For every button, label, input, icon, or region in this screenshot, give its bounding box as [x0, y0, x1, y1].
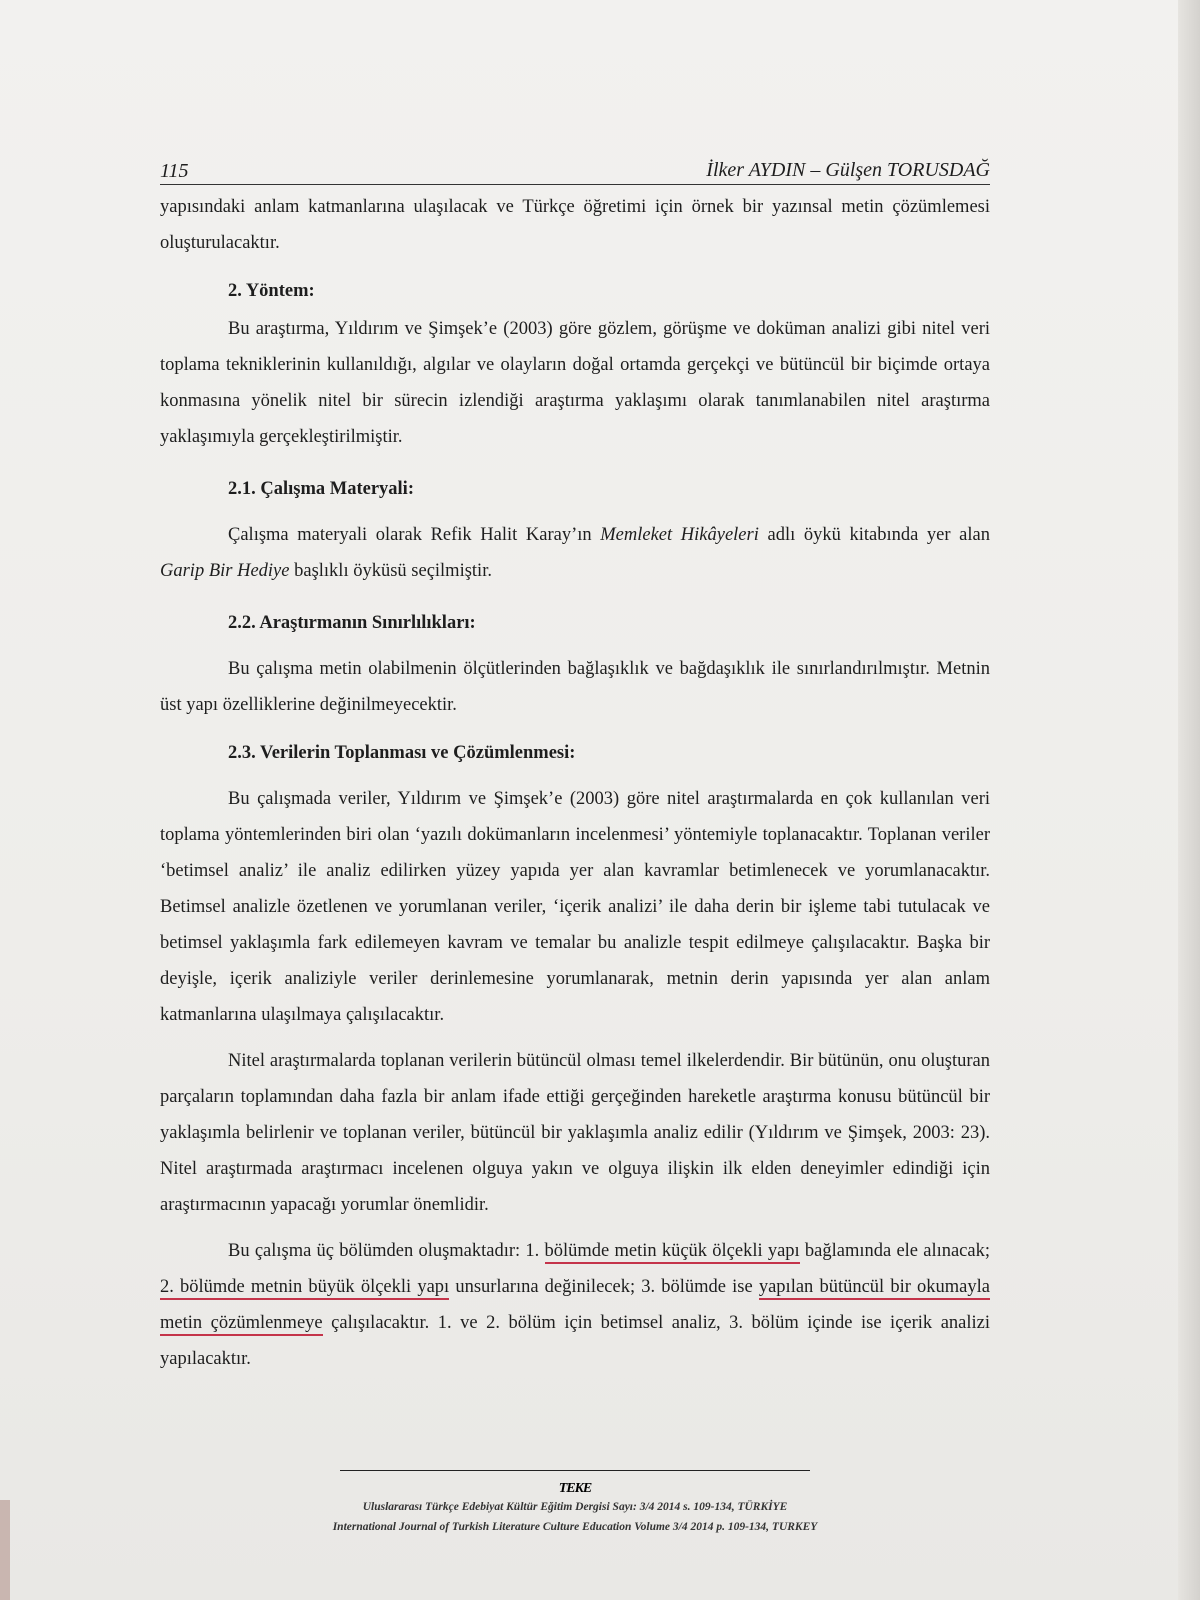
paragraph-materyal	[160, 517, 990, 589]
heading-veri: 2.3. Verilerin Toplanması ve Çözümlenmesi:	[228, 743, 576, 763]
page-footer	[160, 1470, 990, 1537]
materyal-text-3: başlıklı öyküsü seçilmiştir.	[289, 561, 492, 581]
paragraph-bolumler	[160, 1233, 990, 1377]
heading-yontem: 2. Yöntem:	[228, 281, 315, 301]
paragraph-sinirliliklar: Bu çalışma metin olabilmenin ölçütlerinden bağlaşıklık ve bağdaşıklık ile sınırlandırılmıştır. Metnin üst yapı özelliklerine değinilmeyecektir.	[160, 659, 990, 715]
page-edge-right	[1178, 0, 1200, 1600]
book-title: Memleket Hikâyeleri	[600, 525, 759, 545]
footer-citation-en: International Journal of Turkish Literature Culture Education Volume 3/4 2014 p. 109-134, TURKEY	[332, 1521, 818, 1533]
heading-sinirliliklar: 2.2. Araştırmanın Sınırlılıkları:	[228, 613, 476, 633]
story-title: Garip Bir Hediye	[160, 561, 290, 581]
header-authors: İlker AYDIN – Gülşen TORUSDAĞ	[706, 159, 990, 181]
handwritten-underline-3: yapılan bütüncül bir okumayla metin çözümlenmeye	[160, 1277, 990, 1336]
handwritten-underline-1: bölümde metin küçük ölçekli yapı	[545, 1241, 800, 1264]
paragraph-yontem: Bu araştırma, Yıldırım ve Şimşek’e (2003) göre gözlem, görüşme ve doküman analizi gibi nitel veri toplama tekniklerinin kullanıldığı, algılar ve olayların doğal ortamda gerçekçi ve bütüncül bir biçimde ortaya konmasına yönelik nitel bir sürecin izlendiği araştırma yaklaşımı olarak tanımlanabilen nitel araştırma yaklaşımıyla gerçekleştirilmiştir.	[160, 319, 990, 447]
running-header	[160, 140, 990, 185]
intro-paragraph: yapısındaki anlam katmanlarına ulaşılacak ve Türkçe öğretimi için örnek bir yazınsal metin çözümlemesi oluşturulacaktır.	[160, 197, 990, 253]
page-number: 115	[160, 160, 189, 182]
bolumler-text-4: çalışılacaktır. 1. ve 2. bölüm için betimsel analiz, 3. bölüm içinde ise içerik analizi yapılacaktır.	[160, 1313, 990, 1369]
handwritten-underline-2: 2. bölümde metnin büyük ölçekli yapı	[160, 1277, 449, 1300]
paragraph-veri: Bu çalışmada veriler, Yıldırım ve Şimşek’e (2003) göre nitel araştırmalarda en çok kullanılan veri toplama yöntemlerinden biri olan ‘yazılı dokümanların incelenmesi’ yöntemiyle toplanacaktır. Toplanan veriler ‘betimsel analiz’ ile analiz edilirken yüzey yapıda yer alan kavramlar betimlenecek ve yorumlanacaktır. Betimsel analizle özetlenen ve yorumlanan veriler, ‘içerik analizi’ ile daha derin bir işleme tabi tutulacak ve betimsel yaklaşımla fark edilemeyen kavram ve temalar bu analizle tespit edilmeye çalışılacaktır. Başka bir deyişle, içerik analiziyle veriler derinlemesine yorumlanarak, metnin derin yapısında yer alan anlam katmanlarına ulaşılmaya çalışılacaktır.	[160, 789, 990, 1025]
paragraph-nitel: Nitel araştırmalarda toplanan verilerin bütüncül olması temel ilkelerdendir. Bir bütünün, onu oluşturan parçaların toplamından daha fazla bir anlam ifade ettiği gerçeğinden hareketle araştırma konusu bütüncül bir yaklaşımla belirlenir ve toplanan veriler, bütüncül bir yaklaşımla analiz edilir (Yıldırım ve Şimşek, 2003: 23). Nitel araştırmada araştırmacı incelenen olguya yakın ve olguya ilişkin ilk elden deneyimler edindiği için araştırmacının yapacağı yorumlar önemlidir.	[160, 1051, 990, 1215]
materyal-text-2: adlı öykü kitabında yer alan	[758, 525, 990, 545]
heading-materyal: 2.1. Çalışma Materyali:	[228, 479, 414, 499]
page-content	[160, 140, 990, 1377]
page-edge-left	[0, 1500, 10, 1600]
bolumler-text-1: Bu çalışma üç bölümden oluşmaktadır: 1.	[228, 1241, 545, 1261]
bolumler-text-2: bağlamında ele alınacak;	[799, 1241, 990, 1261]
journal-logo: TEKE	[558, 1481, 592, 1496]
bolumler-text-3: unsurlarına değinilecek; 3. bölümde ise	[449, 1277, 759, 1297]
footer-rule	[340, 1470, 810, 1471]
footer-citation-tr: Uluslararası Türkçe Edebiyat Kültür Eğitim Dergisi Sayı: 3/4 2014 s. 109-134, TÜRKİYE	[362, 1501, 788, 1513]
materyal-text-1: Çalışma materyali olarak Refik Halit Karay’ın	[228, 525, 601, 545]
